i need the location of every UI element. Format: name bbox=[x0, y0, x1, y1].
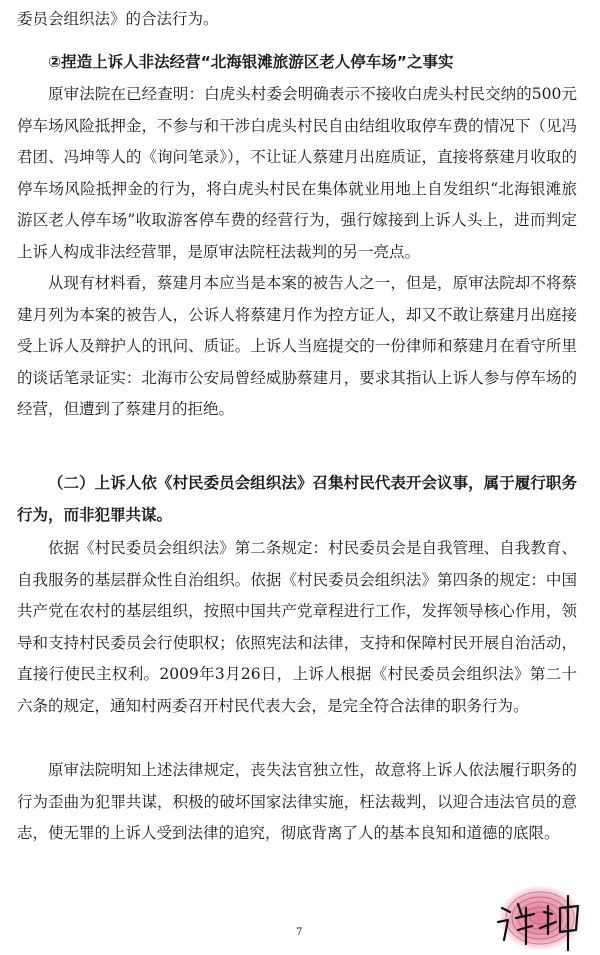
signature-seal-image bbox=[482, 878, 597, 955]
section-heading-2: ②捏造上诉人非法经营“北海银滩旅游区老人停车场”之事实 bbox=[48, 53, 454, 71]
paragraph-3: 依据《村民委员会组织法》第二条规定：村民委员会是自我管理、自我教育、自我服务的基层群众性自治组织。依据《村民委员会组织法》第四条的规定：中国共产党在农村的基层组织，按照中国共产党章程进行工作，发挥领导核心作用，领导和支持村民委员会行使职权；依照宪法和法律，支持和保障村民开展自治活动，直接行使民主权利。2009年3月26日，上诉人根据《村民委员会组织法》第二十六条的规定，通知村两委召开村民代表大会，是完全符合法律的职务行为。 bbox=[17, 539, 577, 715]
page-number: 7 bbox=[296, 927, 303, 938]
section-heading-b: （二）上诉人依《村民委员会组织法》召集村民代表开会议事，属于履行职务行为，而非犯罪共谋。 bbox=[17, 474, 577, 524]
paragraph-2: 从现有材料看，蔡建月本应当是本案的被告人之一，但是，原审法院却不将蔡建月列为本案的被告人，公诉人将蔡建月作为控方证人，却又不敢让蔡建月出庭接受上诉人及辩护人的讯问、质证。上诉人当庭提交的一份律师和蔡建月在看守所里的谈话笔录证实：北海市公安局曾经威胁蔡建月，要求其指认上诉人参与停车场的经营，但遭到了蔡建月的拒绝。 bbox=[17, 274, 577, 418]
paragraph-4: 原审法院明知上述法律规定，丧失法官独立性，故意将上诉人依法履行职务的行为歪曲为犯罪共谋，积极的破坏国家法律实施，枉法裁判，以迎合违法官员的意志，使无罪的上诉人受到法律的追究，彻底背离了人的基本良知和道德的底限。 bbox=[17, 761, 577, 842]
paragraph-1: 原审法院在已经查明：白虎头村委会明确表示不接收白虎头村民交纳的500元停车场风险抵押金，不参与和干涉白虎头村民自由结组收取停车费的情况下（见冯君团、冯坤等人的《询问笔录》），不让证人蔡建月出庭质证，直接将蔡建月收取的停车场风险抵押金的行为，将白虎头村民在集体就业用地上自发组织“北海银滩旅游区老人停车场”收取游客停车费的经营行为，强行嫁接到上诉人头上，进而判定上诉人构成非法经营罪，是原审法院枉法裁判的另一亮点。 bbox=[17, 85, 577, 261]
paragraph-continuation: 委员会组织法》的合法行为。 bbox=[17, 10, 219, 28]
